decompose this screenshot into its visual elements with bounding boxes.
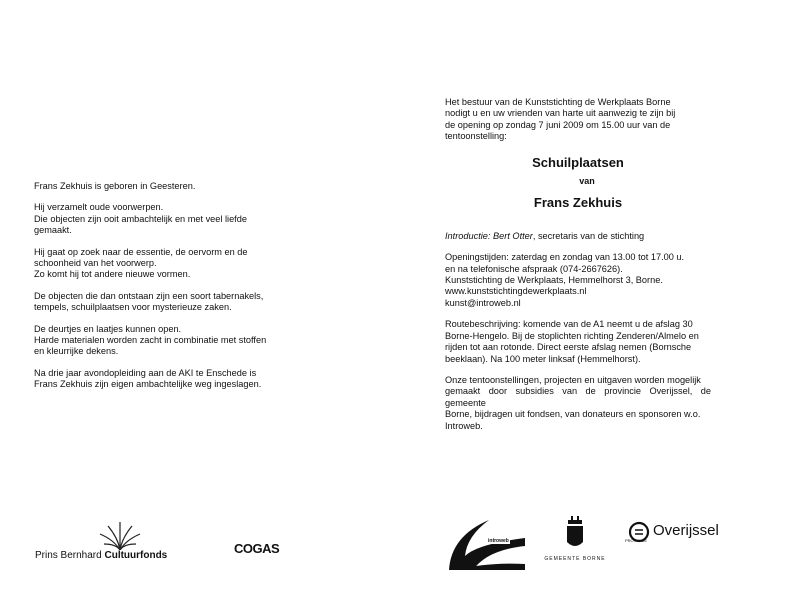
para-collects: Hij verzamelt oude voorwerpen. Die objecten zijn ooit ambachtelijk en met veel liefde gemaakt. bbox=[34, 202, 247, 236]
cogas-logo: COGAS bbox=[234, 541, 280, 556]
sponsors-note: Onze tentoonstellingen, projecten en uitgaven worden mogelijk gemaakt door subsidies van de provincie Overijssel, de gemeente Borne, bijdragen uit fondsen, van donateurs en sponsoren w.o. Introweb. bbox=[445, 374, 711, 431]
artist-name: Frans Zekhuis bbox=[533, 195, 623, 211]
route-description: Routebeschrijving: komende van de A1 neemt u de afslag 30 Borne-Hengelo. Bij de stoplichten richting Zenderen/Almelo en rijden tot aan rotonde. Direct eerste afslag nemen (Bornsche beeklaan). Na 100 meter linksaf (Hemmelhorst). bbox=[445, 319, 699, 364]
website-link[interactable]: www.kunststichtingdewerkplaats.nl bbox=[445, 286, 587, 297]
provincie-overijssel-logo bbox=[625, 516, 735, 556]
email-link[interactable]: kunst@introweb.nl bbox=[445, 297, 521, 308]
right-column bbox=[445, 97, 711, 442]
introductie-line bbox=[445, 231, 711, 242]
borne-crest-icon bbox=[540, 516, 610, 556]
invitation-intro: Het bestuur van de Kunststichting de Werkplaats Borne nodigt u en uw vrienden van harte uit aanwezig te zijn bij de opening op zondag 7 juni 2009 om 15.00 uur van de tentoonstelling: bbox=[445, 97, 676, 142]
overijssel-emblem-icon bbox=[625, 518, 655, 548]
para-aki: Na drie jaar avondopleiding aan de AKI te Enschede is Frans Zekhuis zijn eigen ambachtelijke weg ingeslagen. bbox=[34, 367, 262, 390]
para-doors: De deurtjes en laatjes kunnen open. Harde materialen worden zacht in combinatie met stoffen en kleurrijke dekens. bbox=[34, 323, 267, 357]
pb-text: Prins Bernhard Cultuurfonds bbox=[35, 550, 168, 561]
para-born: Frans Zekhuis is geboren in Geesteren. bbox=[34, 181, 196, 191]
left-column bbox=[34, 181, 296, 401]
flower-icon bbox=[90, 520, 150, 550]
para-essence: Hij gaat op zoek naar de essentie, de oervorm en de schoonheid van het voorwerp. Zo komt hij tot andere nieuwe vormen. bbox=[34, 246, 248, 280]
overijssel-sub-label: PROVINCIE bbox=[625, 538, 648, 543]
para-objects: De objecten die dan ontstaan zijn een soort tabernakels, tempels, schuilplaatsen voor mysterieuze zaken. bbox=[34, 290, 264, 313]
introweb-swoosh-icon bbox=[447, 516, 527, 572]
gemeente-borne-logo bbox=[540, 516, 610, 576]
introweb-label: introweb bbox=[488, 538, 509, 544]
van-label: van bbox=[579, 176, 595, 187]
introweb-logo bbox=[447, 516, 527, 572]
contact-info: Openingstijden: zaterdag en zondag van 13.00 tot 17.00 u. en na telefonische afspraak (074-2667626). Kunststichting de Werkplaats, Hemmelhorst 3, Borne. www.kunststichtingdewerkplaats.nl kunst@introweb.nl bbox=[445, 252, 711, 309]
overijssel-label: Overijssel bbox=[653, 522, 719, 539]
introductie-label: Introductie: bbox=[445, 230, 491, 241]
introductie-role: , secretaris van de stichting bbox=[532, 230, 645, 241]
introductie-speaker: Bert Otter bbox=[493, 230, 533, 241]
borne-label: GEMEENTE BORNE bbox=[544, 556, 606, 562]
exhibition-title: Schuilplaatsen bbox=[532, 154, 624, 170]
prins-bernhard-cultuurfonds-logo bbox=[35, 520, 205, 560]
